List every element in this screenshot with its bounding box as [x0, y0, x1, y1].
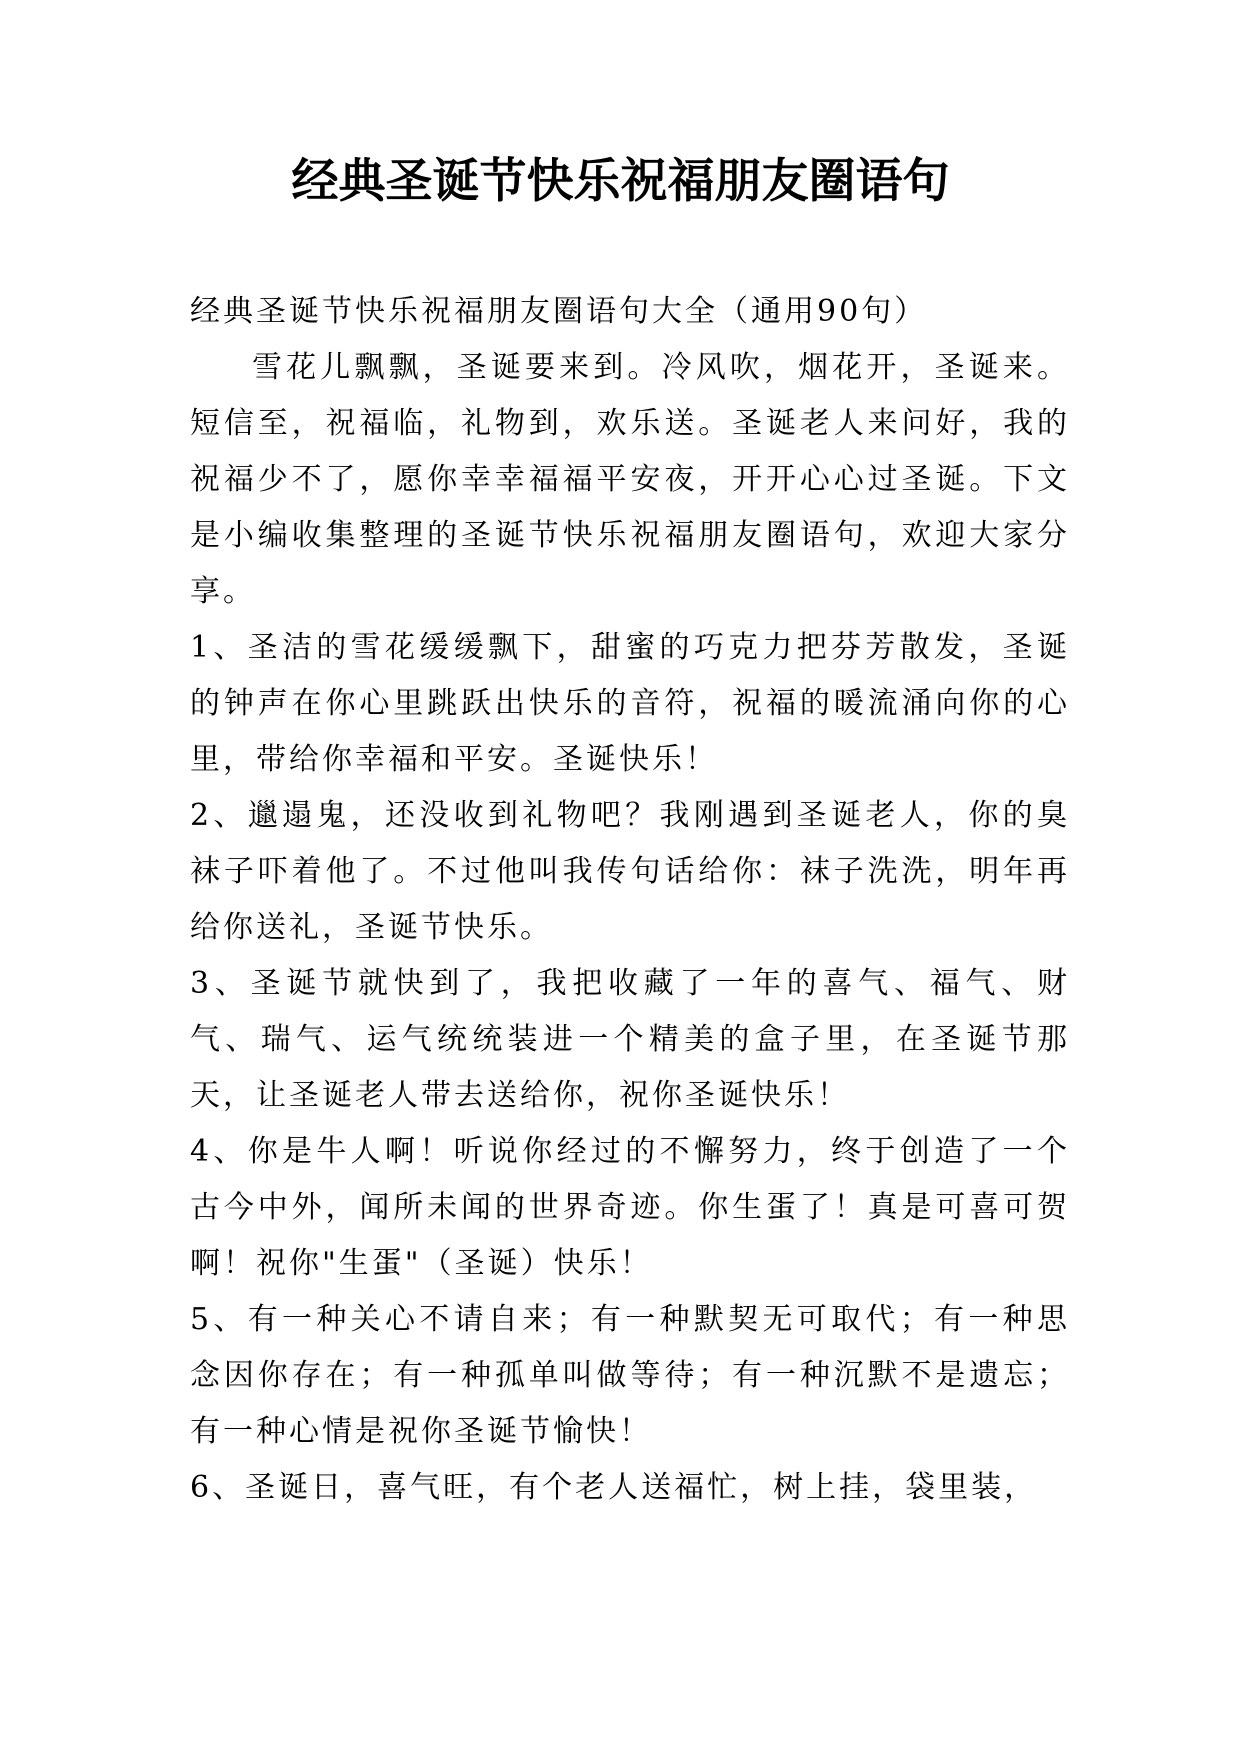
list-item: 4、你是牛人啊！听说你经过的不懈努力，终于创造了一个古今中外，闻所未闻的世界奇迹。你生蛋了！真是可喜可贺啊！祝你"生蛋"（圣诞）快乐！ — [190, 1134, 1070, 1281]
document-title: 经典圣诞节快乐祝福朋友圈语句 — [291, 154, 950, 209]
list-item: 6、圣诞日，喜气旺，有个老人送福忙，树上挂，袋里装， — [190, 1470, 1038, 1505]
document-subtitle: 经典圣诞节快乐祝福朋友圈语句大全（通用90句） — [190, 294, 928, 329]
document-body — [190, 284, 1070, 1516]
list-item: 5、有一种关心不请自来；有一种默契无可取代；有一种思念因你存在；有一种孤单叫做等待；有一种沉默不是遗忘；有一种心情是祝你圣诞节愉快！ — [190, 1302, 1070, 1449]
list-item: 3、圣诞节就快到了，我把收藏了一年的喜气、福气、财气、瑞气、运气统统装进一个精美的盒子里，在圣诞节那天，让圣诞老人带去送给你，祝你圣诞快乐！ — [190, 966, 1070, 1113]
list-item: 2、邋遢鬼，还没收到礼物吧？我刚遇到圣诞老人，你的臭袜子吓着他了。不过他叫我传句话给你：袜子洗洗，明年再给你送礼，圣诞节快乐。 — [190, 798, 1070, 945]
list-item: 1、圣洁的雪花缓缓飘下，甜蜜的巧克力把芬芳散发，圣诞的钟声在你心里跳跃出快乐的音符，祝福的暖流涌向你的心里，带给你幸福和平安。圣诞快乐！ — [190, 630, 1070, 777]
intro-paragraph: 雪花儿飘飘，圣诞要来到。冷风吹，烟花开，圣诞来。短信至，祝福临，礼物到，欢乐送。圣诞老人来问好，我的祝福少不了，愿你幸幸福福平安夜，开开心心过圣诞。下文是小编收集整理的圣诞节快乐祝福朋友圈语句，欢迎大家分享。 — [190, 350, 1070, 609]
